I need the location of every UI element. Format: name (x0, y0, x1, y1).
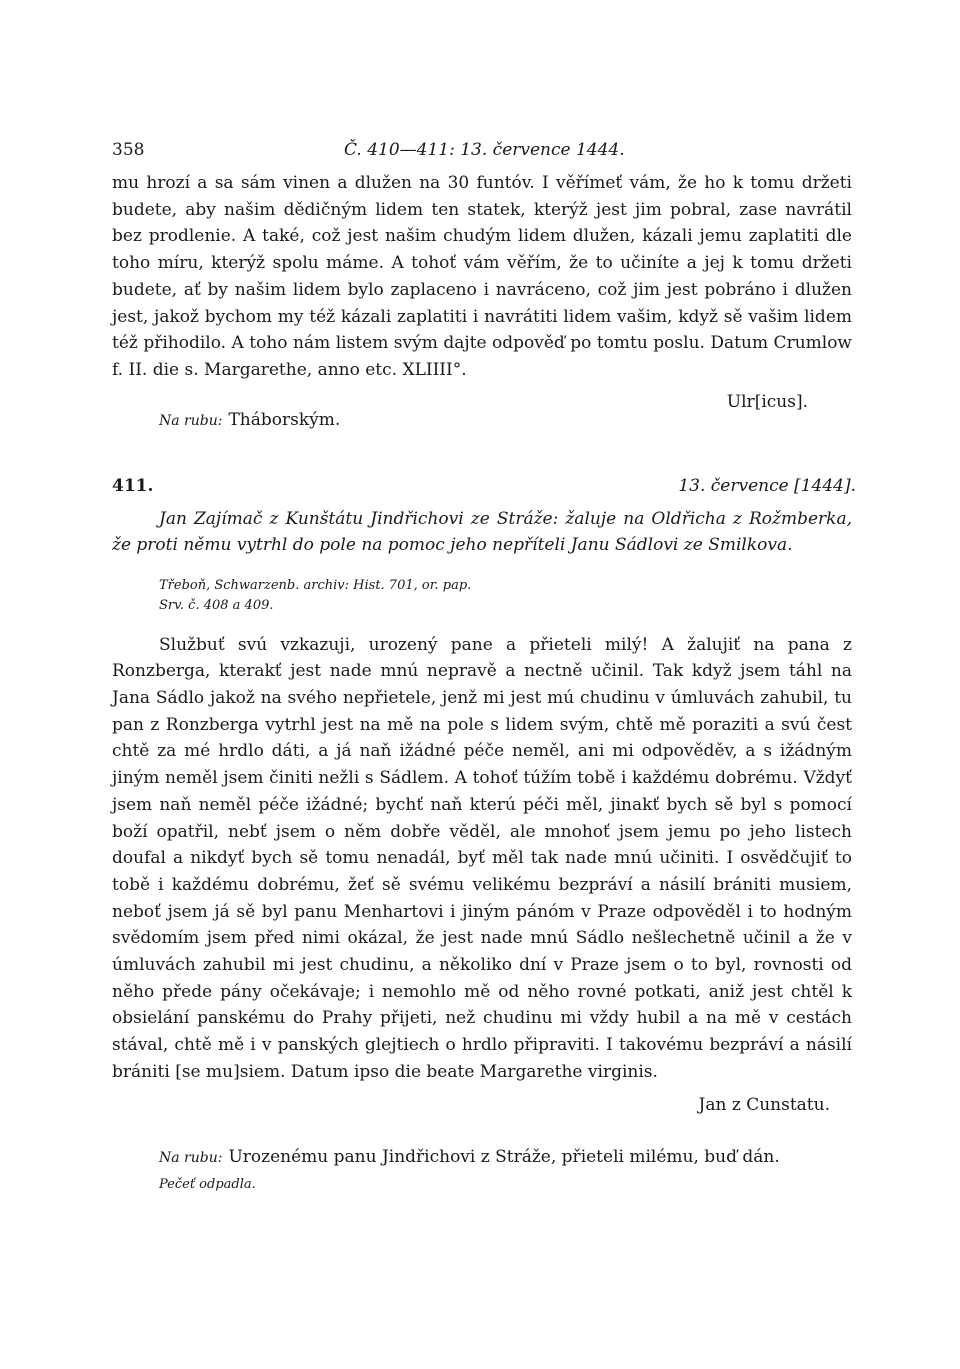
source-archive: Třeboň, Schwarzenb. archiv: Hist. 701, or. pap. (159, 577, 472, 593)
doc-411-source (159, 576, 852, 616)
running-head (112, 130, 852, 170)
doc-411-header (112, 468, 856, 506)
seal-note: Pečeť odpadla. (159, 1176, 256, 1192)
doc-411-body: Službuť svú vzkazuji, urozený pane a přieteli milý! A žalujiť na pana z Ronzberga, kterakť jest nade mnú nepravě a nectně učinil. Tak když jsem táhl na Jana Sádlo jakož na svého nepřietele, jenž mi jest mú chudinu v úmluvách zahubil, tu pan z Ronzberga vytrhl jest na mě na pole s lidem svým, chtě mě poraziti a svú čest chtě za mé hrdlo dáti, a já naň ižádné péče neměl, ani mi odpověděv, a s ižádným jiným neměl jsem činiti nežli s Sádlem. A tohoť túžím tobě i každému dobrému. Vždyť jsem naň neměl péče ižádné; bychť naň kterú péči měl, jinakť bych sě byl s pomocí boží opatřil, nebť jsem o něm dobře věděl, ale mnohoť jsem jemu po jeho listech doufal a nikdyť bych sě tomu nenadál, byť měl tak nade mnú učiniti. I osvědčujiť to tobě i každému dobrému, žeť sě svému velikému bezpráví a násilí brániti musiem, neboť jsem já sě byl panu Menhartovi i jiným pánóm v Praze odpověděl i to hodným svědomím jsem před nimi okázal, že jest nade mnú Sádlo nešlechetně učinil a že v úmluvách zahubil mi jest chudinu, a několiko dní v Praze jsem o to byl, rovnosti od něho přede pány očekávaje; i nemohlo mě od něho rovné potkati, aniž jest chtěl k obsielání panskému do Prahy přijeti, než chudinu mi vždy hubil a na mě v cestách stával, chtě mě i v panských glejtiech o hrdlo připraviti. I takovému bezpráví a násilí brániti [se mu]siem. Datum ipso die beate Margarethe virginis. (112, 634, 852, 1082)
doc-number: 411. (112, 475, 154, 496)
endorsement-text: Urozenému panu Jindřichovi z Stráže, přieteli milému, buď dán. (228, 1146, 780, 1167)
endorsement-label: Na rubu: (159, 412, 223, 429)
page-number: 358 (112, 140, 145, 160)
doc-410-closing-row (112, 391, 852, 452)
page (112, 130, 856, 1192)
running-title: Č. 410—411: 13. července 1444. (344, 140, 625, 160)
endorsement-text: Tháborským. (228, 409, 341, 430)
doc-411-endorsement (159, 1144, 852, 1171)
endorsement-label: Na rubu: (159, 1149, 223, 1166)
doc-date: 13. července [1444]. (678, 475, 856, 496)
doc-410-closing-text: mu hrozí a sa sám vinen a dlužen na 30 funtóv. I věřímeť vám, že ho k tomu držeti budete, aby našim dědičným lidem ten statek, kterýž jest jim pobral, zase navrátil bez prodlenie. A také, což jest našim chudým lidem dlužen, kázali jemu zaplatiti dle toho míru, kterýž spolu máme. A tohoť vám věřím, že to učiníte a jej k tomu držeti budete, ať by našim lidem bylo zaplaceno i navráceno, což jim jest pobráno i dlužen jest, jakož bychom my též kázali zaplatiti i navrátiti lidem vašim, když sě vašim lidem též přihodilo. A toho nám listem svým dajte odpověď po tomtu poslu. Datum Crumlow f. II. die s. Margarethe, anno etc. XLIIII°. (112, 173, 852, 380)
doc-410-endorsement (159, 410, 340, 430)
doc-411-signature: Jan z Cunstatu. (698, 1094, 830, 1115)
doc-411-regest: Jan Zajímač z Kunštátu Jindřichovi ze Stráže: žaluje na Oldřicha z Rožmberka, že proti němu vytrhl do pole na pomoc jeho nepříteli Janu Sádlovi ze Smilkova. (112, 508, 852, 555)
source-crossref: Srv. č. 408 a 409. (159, 597, 274, 613)
doc-410-signature: Ulr[icus]. (726, 391, 808, 412)
